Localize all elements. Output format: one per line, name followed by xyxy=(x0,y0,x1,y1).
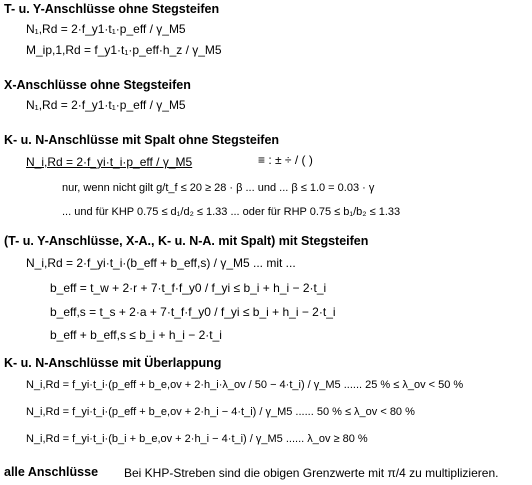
operator-palette: ≡ : ± ÷ / ( ) xyxy=(258,153,313,167)
heading-ueberlappung: K- u. N-Anschlüsse mit Überlappung xyxy=(4,356,222,370)
formula-mip1rd: M_ip,1,Rd = f_y1·t₁·p_eff·h_z / γ_M5 xyxy=(26,43,222,57)
footer-label: alle Anschlüsse xyxy=(4,465,99,479)
condition-nur-wenn: nur, wenn nicht gilt g/t_f ≤ 20 ≥ 28 · β ... und ... β ≤ 1.0 = 0.03 · γ xyxy=(62,182,375,194)
formula-n1rd-ty: N₁,Rd = 2·f_y1·t₁·p_eff / γ_M5 xyxy=(26,22,186,36)
heading-x-ohne: X-Anschlüsse ohne Stegsteifen xyxy=(4,78,191,92)
heading-kn-spalt-ohne: K- u. N-Anschlüsse mit Spalt ohne Stegsteifen xyxy=(4,133,280,147)
heading-mit-stegsteifen: (T- u. Y-Anschlüsse, X-A., K- u. N-A. mit Spalt) mit Stegsteifen xyxy=(4,234,369,248)
formula-beff: b_eff = t_w + 2·r + 7·t_f·f_y0 / f_yi ≤ b_i + h_i − 2·t_i xyxy=(50,281,327,295)
formula-n1rd-x: N₁,Rd = 2·f_y1·t₁·p_eff / γ_M5 xyxy=(26,98,186,112)
formula-nird-ov-50: N_i,Rd = f_yi·t_i·(p_eff + b_e,ov + 2·h_i − 4·t_i) / γ_M5 ...... 50 % ≤ λ_ov < 80 % xyxy=(26,406,415,418)
formula-beffs: b_eff,s = t_s + 2·a + 7·t_f·f_y0 / f_yi ≤ b_i + h_i − 2·t_i xyxy=(50,305,336,319)
formula-beff-sum: b_eff + b_eff,s ≤ b_i + h_i − 2·t_i xyxy=(50,328,222,342)
formula-nird-steg: N_i,Rd = 2·f_yi·t_i·(b_eff + b_eff,s) / γ_M5 ... mit ... xyxy=(26,256,296,270)
heading-t-y-ohne: T- u. Y-Anschlüsse ohne Stegsteifen xyxy=(4,2,220,16)
formula-nird-spalt: N_i,Rd = 2·f_yi·t_i·p_eff / γ_M5 xyxy=(26,155,193,169)
formula-nird-ov-25: N_i,Rd = f_yi·t_i·(p_eff + b_e,ov + 2·h_i·λ_ov / 50 − 4·t_i) / γ_M5 ...... 25 % ≤ λ_ov < 50 % xyxy=(26,379,464,391)
footer-note: Bei KHP-Streben sind die obigen Grenzwerte mit π/4 zu multiplizieren. xyxy=(124,466,499,480)
formula-nird-ov-80: N_i,Rd = f_yi·t_i·(b_i + b_e,ov + 2·h_i − 4·t_i) / γ_M5 ...... λ_ov ≥ 80 % xyxy=(26,433,368,445)
condition-khp-rhp: ... und für KHP 0.75 ≤ d₁/d₂ ≤ 1.33 ... oder für RHP 0.75 ≤ b₁/b₂ ≤ 1.33 xyxy=(62,206,401,218)
